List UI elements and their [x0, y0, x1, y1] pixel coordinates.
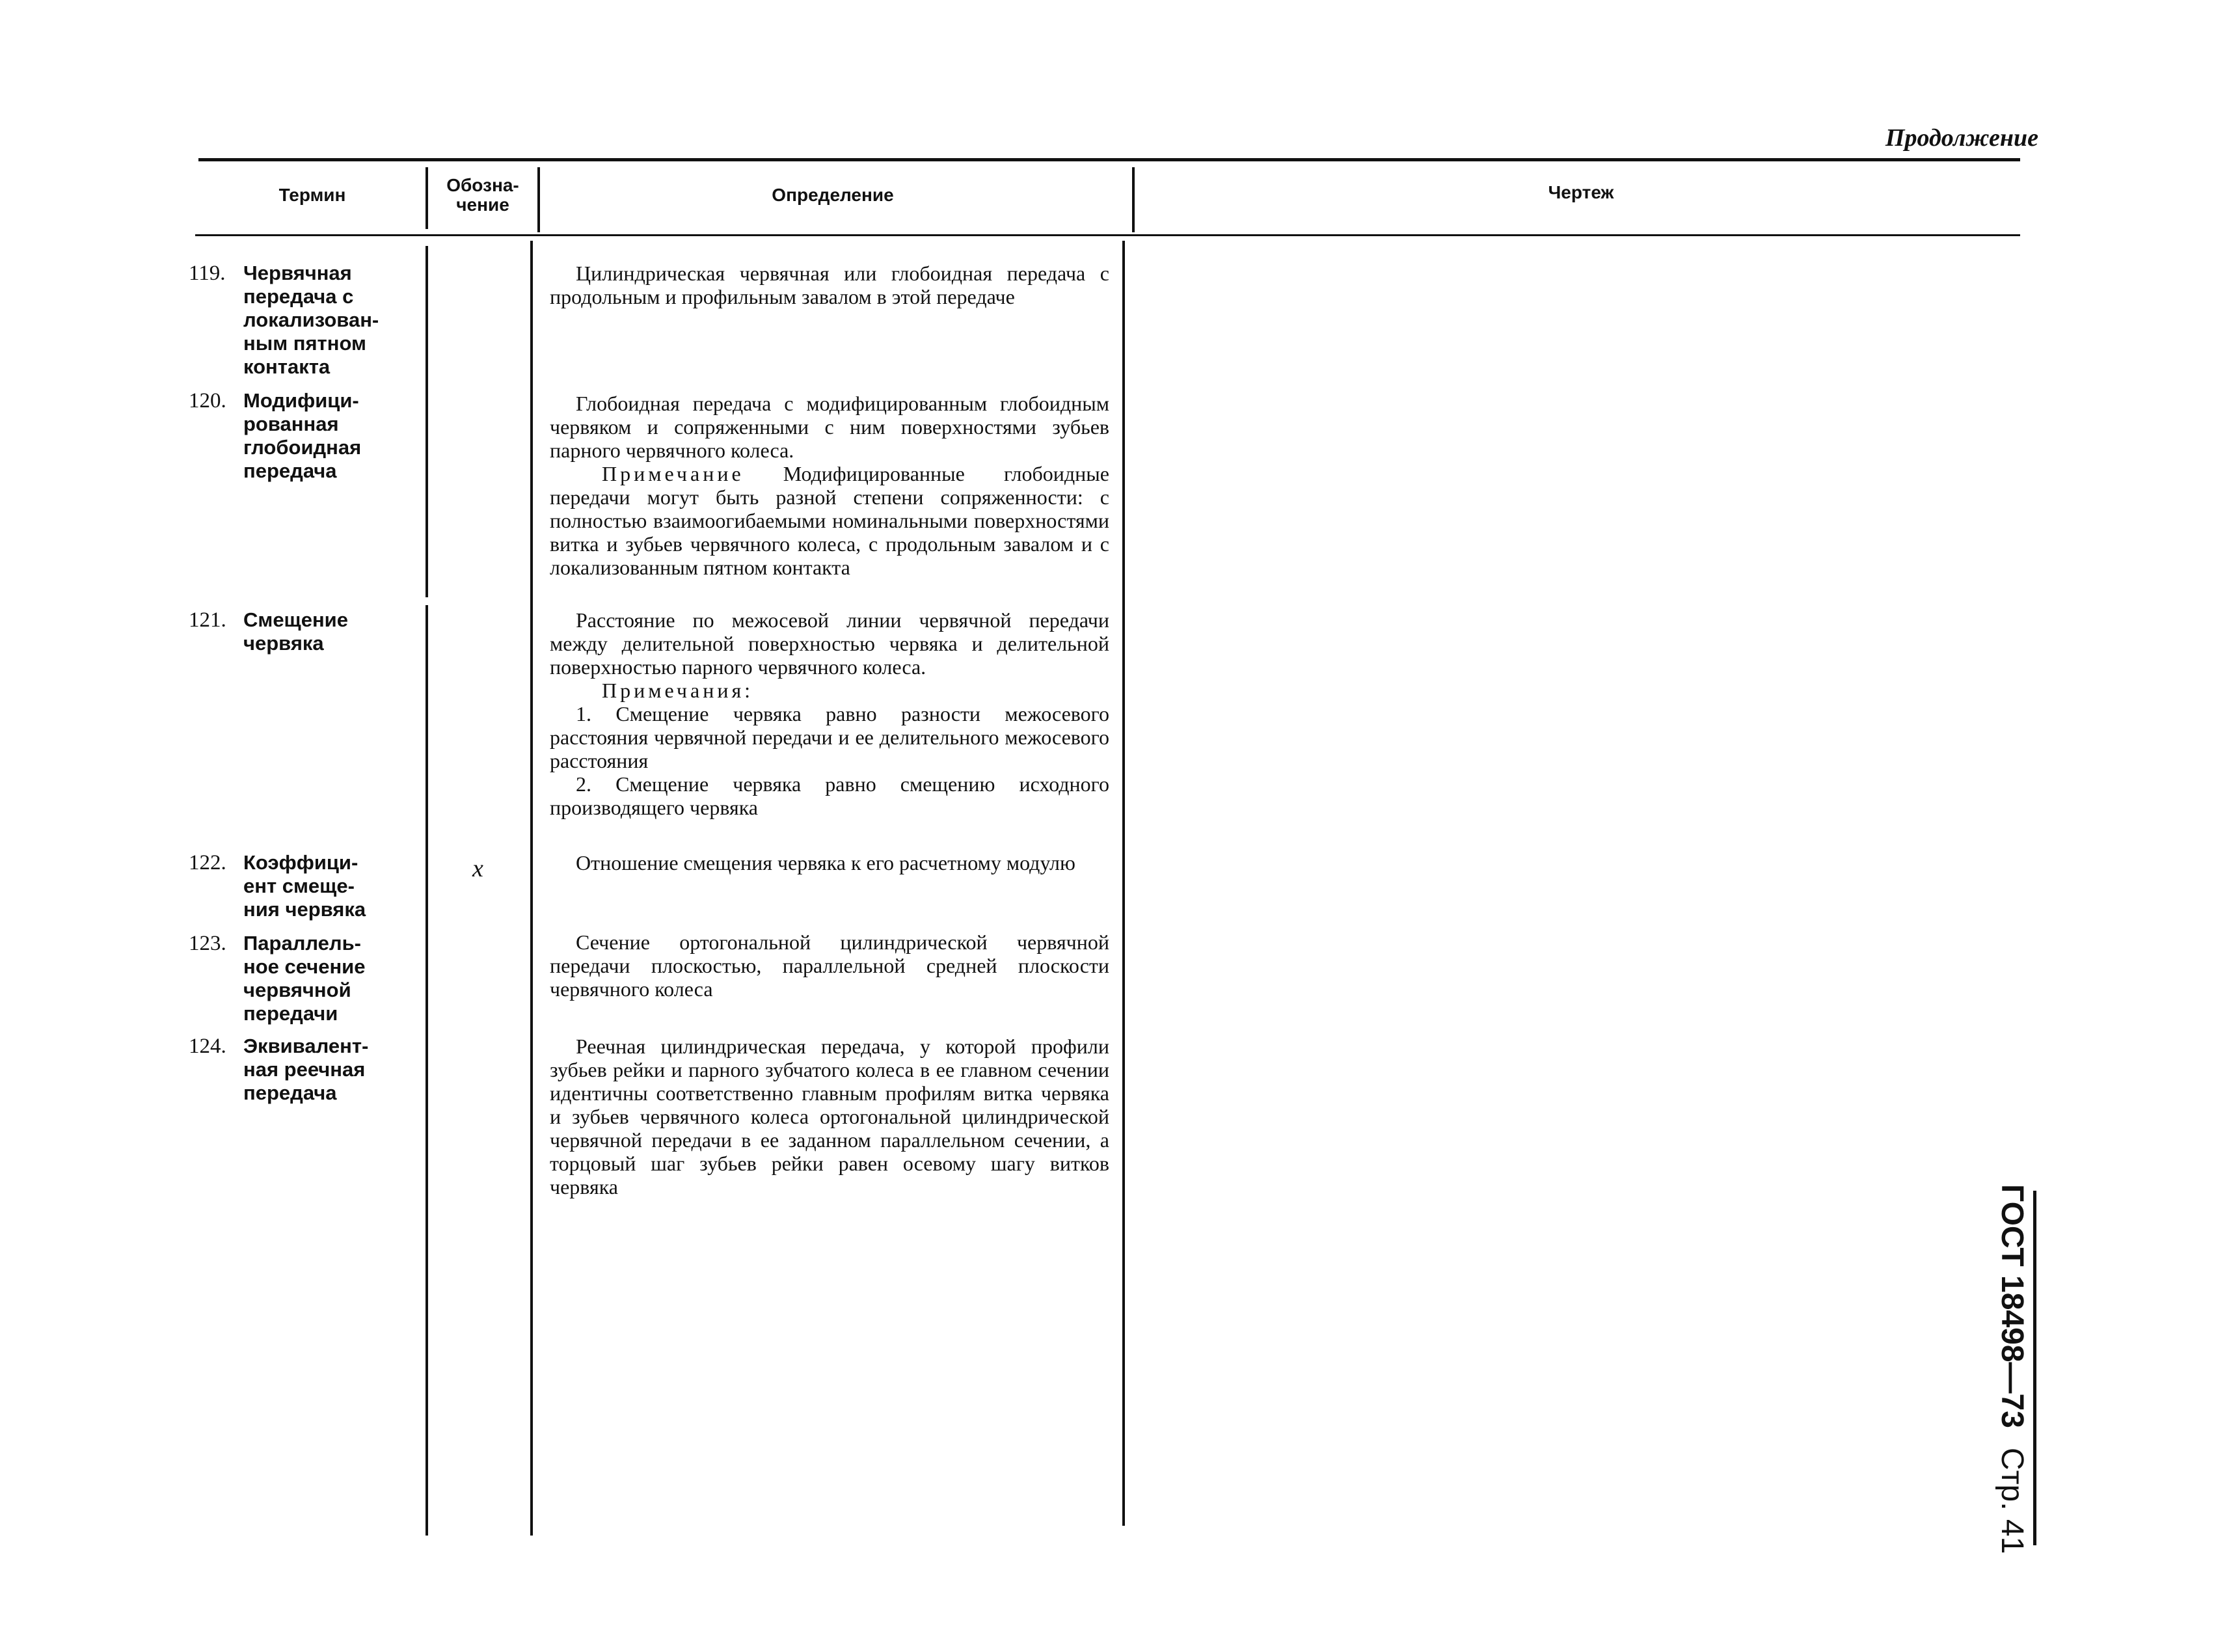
term-text: Смещение червяка [243, 608, 348, 655]
header-sep-1 [426, 167, 428, 229]
definition-123 [550, 930, 1109, 1001]
column-header-symbol-line1: Обозна- [446, 175, 519, 195]
term-number: 122. [189, 851, 226, 874]
term-124 [189, 1035, 423, 1105]
term-120 [189, 389, 423, 483]
term-119 [189, 262, 423, 379]
term-121 [189, 608, 423, 655]
definition-122 [550, 851, 1109, 874]
definition-note [550, 462, 1109, 579]
note-text: Модифицированные глобоидные передачи могут быть разной степени сопряженности: с полностью взаимоогибаемыми номинальными поверхностями витка и зубьев червячного колеса, с продольным завалом и с локализованным пятном контакта [550, 462, 1109, 579]
term-number: 124. [189, 1035, 226, 1058]
notes-label: Примечания: [602, 679, 754, 702]
column-header-symbol [431, 176, 535, 215]
definition-121 [550, 608, 1109, 819]
definition-119 [550, 262, 1109, 308]
definition-text: Сечение ортогональной цилиндрической червячной передачи плоскостью, параллельной средней плоскости червячного колеса [550, 930, 1109, 1001]
term-number: 121. [189, 608, 226, 632]
term-number: 123. [189, 932, 226, 955]
definition-text: Реечная цилиндрическая передача, у которой профили зубьев рейки и парного зубчатого колеса в ее главном сечении идентичны соответственно главным профилям витка червяка и зубьев червячного колеса ортогональной цилиндрической червячной передачи в ее заданном параллельном сечении, а торцовый шаг зубьев рейки равен осевому шагу витков червяка [550, 1035, 1109, 1198]
term-number: 119. [189, 262, 226, 285]
column-header-drawing: Чертеж [1548, 182, 1614, 202]
definition-text: Глобоидная передача с модифицированным глобоидным червяком и сопряженными с ним поверхностями зубьев парного червячного колеса. [550, 392, 1109, 462]
column-header-symbol-line2: чение [456, 195, 509, 215]
column-header-definition: Определение [772, 185, 894, 205]
definition-text: Расстояние по межосевой линии червячной передачи между делительной поверхностью червяка и делительной поверхностью парного червячного колеса. [550, 608, 1109, 679]
page-number: Стр. 41 [1995, 1447, 2029, 1554]
symbol-122: x [472, 855, 483, 882]
header-sep-3 [1132, 167, 1135, 232]
continued-label: Продолжение [1885, 124, 2038, 152]
term-number: 120. [189, 389, 226, 413]
symbol-col-right-line [530, 241, 533, 1536]
column-header-term: Термин [278, 185, 346, 205]
symbol-col-left-line-1 [426, 246, 428, 597]
header-bottom-border [195, 234, 2020, 236]
term-text: Эквивалент- ная реечная передача [243, 1035, 369, 1104]
definition-text: Отношение смещения червяка к его расчетному модулю [576, 851, 1075, 874]
standard-number: ГОСТ 18498—73 [1995, 1184, 2029, 1428]
term-text: Коэффици- ент смеще- ния червяка [243, 851, 366, 921]
term-text: Параллель- ное сечение червячной передачи [243, 932, 366, 1025]
symbol-col-left-line-2 [426, 605, 428, 1536]
side-standard-label [1984, 1184, 2030, 1575]
side-label-rule [2033, 1191, 2036, 1545]
note-label: Примечание [602, 462, 744, 485]
term-122 [189, 851, 423, 921]
term-123 [189, 932, 423, 1025]
header-sep-2 [537, 167, 540, 232]
definition-col-right-line [1122, 241, 1125, 1526]
definition-124 [550, 1035, 1109, 1198]
term-text: Червячная передача с локализован- ным пятном контакта [243, 262, 379, 378]
term-text: Модифици- рованная глобоидная передача [243, 389, 362, 482]
definition-text: Цилиндрическая червячная или глобоидная передача с продольным и профильным завалом в этой передаче [550, 262, 1109, 308]
note-item-1: 1. Смещение червяка равно разности межосевого расстояния червячной передачи и ее делительного межосевого расстояния [550, 702, 1109, 772]
definition-120 [550, 392, 1109, 579]
table-top-border [198, 158, 2020, 161]
note-item-2: 2. Смещение червяка равно смещению исходного производящего червяка [550, 772, 1109, 819]
